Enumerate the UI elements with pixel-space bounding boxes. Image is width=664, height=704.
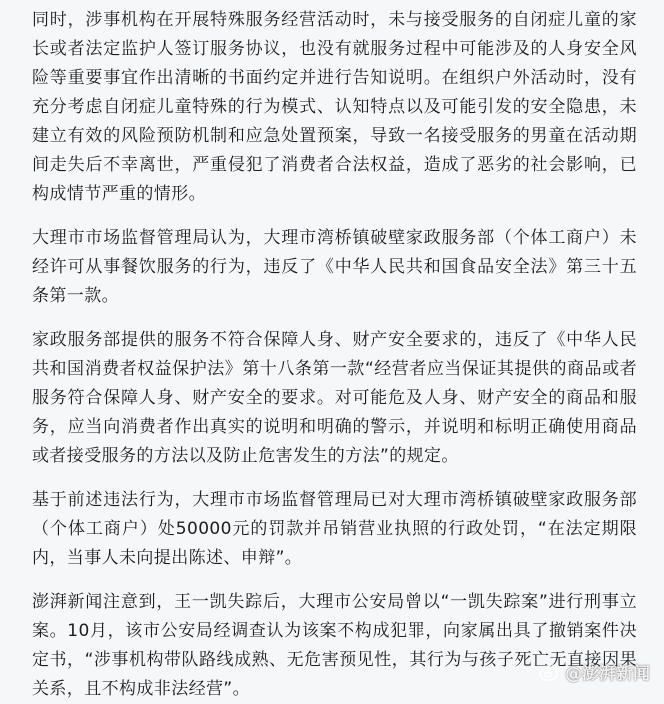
paragraph-5: 澎湃新闻注意到，王一凯失踪后，大理市公安局曾以“一凯失踪案”进行刑事立案。10月，该市公安局经调查认为该案不构成犯罪，向家属出具了撤销案件决定书，“涉事机构带队路线成熟、无危害预见性，其行为与孩子死亡无直接因果关系，且不构成非法经营”。 bbox=[32, 592, 637, 699]
article-body bbox=[32, 6, 637, 704]
paragraph-2: 大理市市场监督管理局认为，大理市湾桥镇破壁家政服务部（个体工商户）未经许可从事餐饮服务的行为，违反了《中华人民共和国食品安全法》第三十五条第一款。 bbox=[32, 228, 637, 306]
weibo-icon bbox=[539, 663, 561, 681]
paragraph-4: 基于前述违法行为，大理市市场监督管理局已对大理市湾桥镇破壁家政服务部（个体工商户）处50000元的罚款并吊销营业执照的行政处罚，“在法定期限内，当事人未向提出陈述、申辩”。 bbox=[32, 490, 637, 568]
paragraph-1: 同时，涉事机构在开展特殊服务经营活动时，未与接受服务的自闭症儿童的家长或者法定监护人签订服务协议，也没有就服务过程中可能涉及的人身安全风险等重要事宜作出清晰的书面约定并进行告知说明。在组织户外活动时，没有充分考虑自闭症儿童特殊的行为模式、认知特点以及可能引发的安全隐患，未建立有效的风险预防机制和应急处置预案，导致一名接受服务的男童在活动期间走失后不幸离世，严重侵犯了消费者合法权益，造成了恶劣的社会影响，已构成情节严重的情形。 bbox=[32, 10, 637, 204]
watermark-text: @澎湃新闻 bbox=[565, 664, 650, 684]
paragraph-3: 家政服务部提供的服务不符合保障人身、财产安全要求的，违反了《中华人民共和国消费者权益保护法》第十八条第一款“经营者应当保证其提供的商品或者服务符合保障人身、财产安全的要求。对可能危及人身、财产安全的商品和服务，应当向消费者作出真实的说明和明确的警示，并说明和标明正确使用商品或者接受服务的方法以及防止危害发生的方法”的规定。 bbox=[32, 330, 637, 466]
watermark bbox=[539, 659, 650, 684]
